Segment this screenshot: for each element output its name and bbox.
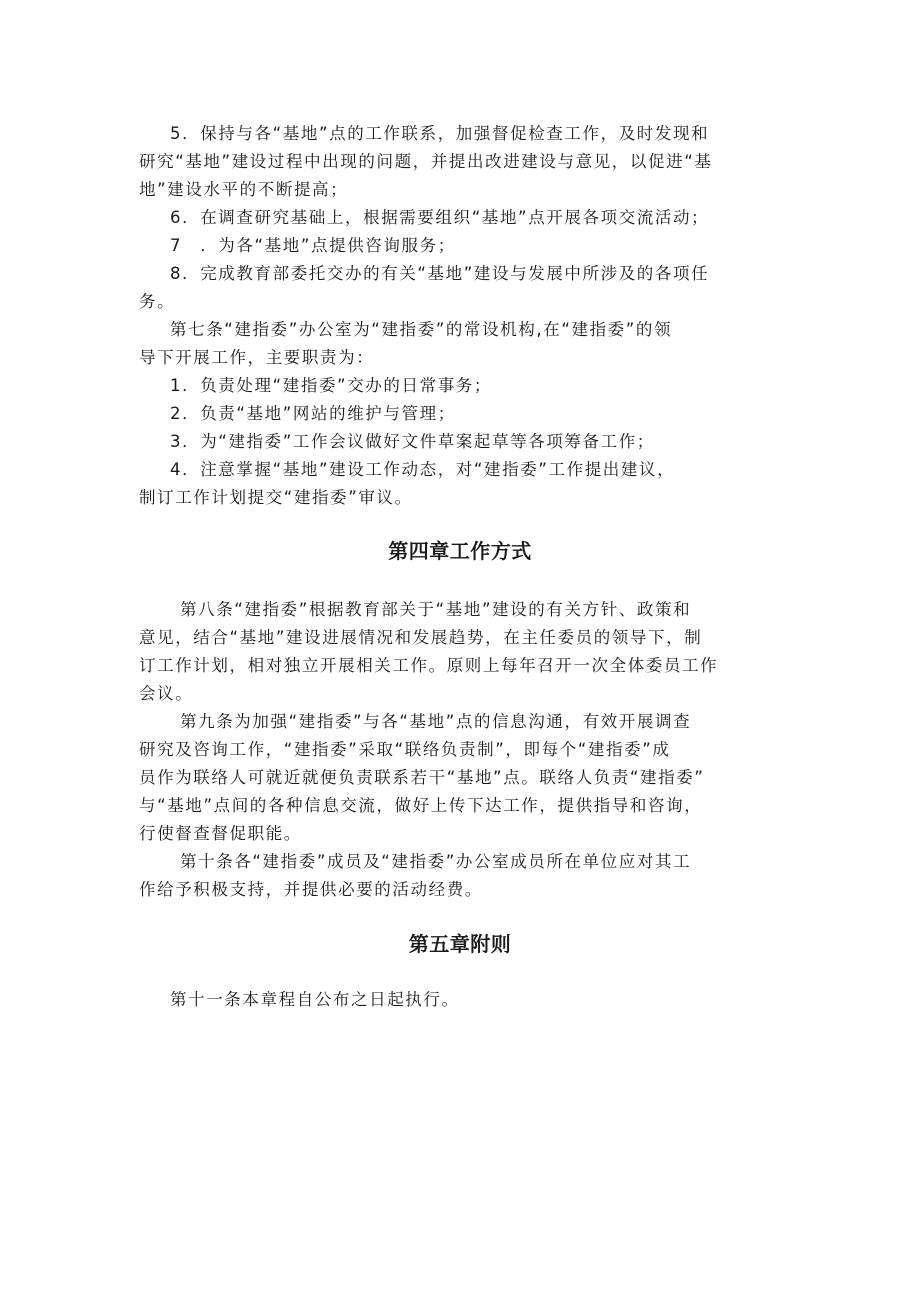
item-8-line-2: 务。 — [139, 292, 176, 311]
duty-4-line-1: 4．注意掌握“基地”建设工作动态，对“建指委”工作提出建议， — [170, 460, 676, 479]
article-8-line-4: 会议。 — [139, 684, 194, 703]
article-9-line-5: 行使督查督促职能。 — [139, 824, 302, 843]
article-9-line-1: 第九条为加强“建指委”与各“基地”点的信息沟通，有效开展调查 — [180, 712, 692, 731]
chapter-4-title: 第四章工作方式 — [388, 539, 532, 563]
item-5-line-1: 5．保持与各“基地”点的工作联系，加强督促检查工作，及时发现和 — [170, 124, 710, 143]
article-8-line-1: 第八条“建指委”根据教育部关于“基地”建设的有关方针、政策和 — [180, 600, 692, 619]
duty-4-line-2: 制订工作计划提交“建指委”审议。 — [139, 488, 413, 507]
item-8-line-1: 8．完成教育部委托交办的有关“基地”建设与发展中所涉及的各项任 — [170, 264, 710, 283]
article-10-line-2: 作给予积极支持，并提供必要的活动经费。 — [139, 880, 483, 899]
article-8-line-3: 订工作计划，相对独立开展相关工作。原则上每年召开一次全体委员工作 — [139, 656, 719, 675]
duty-3: 3．为“建指委”工作会议做好文件草案起草等各项筹备工作； — [170, 432, 655, 451]
article-9-line-4: 与“基地”点间的各种信息交流，做好上传下达工作，提供指导和咨询， — [139, 796, 703, 815]
article-11: 第十一条本章程自公布之日起执行。 — [170, 990, 460, 1009]
item-6: 6．在调查研究基础上，根据需要组织“基地”点开展各项交流活动； — [170, 208, 710, 227]
duty-2: 2．负责“基地”网站的维护与管理； — [170, 404, 456, 423]
item-5-line-2: 研究“基地”建设过程中出现的问题，并提出改进建设与意见，以促进“基 — [139, 152, 713, 171]
article-7-line-1: 第七条“建指委”办公室为“建指委”的常设机构,在“建指委”的领 — [170, 320, 673, 339]
article-9-line-2: 研究及咨询工作，“建指委”采取“联络负责制”，即每个“建指委”成 — [139, 740, 671, 759]
duty-1: 1．负责处理“建指委”交办的日常事务； — [170, 376, 492, 395]
item-7: 7 ．为各“基地”点提供咨询服务； — [170, 236, 456, 255]
chapter-5-title: 第五章附则 — [408, 932, 512, 956]
article-7-line-2: 导下开展工作，主要职责为： — [139, 348, 375, 367]
article-10-line-1: 第十条各“建指委”成员及“建指委”办公室成员所在单位应对其工 — [180, 852, 692, 871]
item-5-line-3: 地”建设水平的不断提高； — [139, 180, 349, 199]
article-9-line-3: 员作为联络人可就近就便负责联系若干“基地”点。联络人负责“建指委” — [139, 768, 705, 787]
article-8-line-2: 意见，结合“基地”建设进展情况和发展趋势，在主任委员的领导下，制 — [139, 628, 703, 647]
